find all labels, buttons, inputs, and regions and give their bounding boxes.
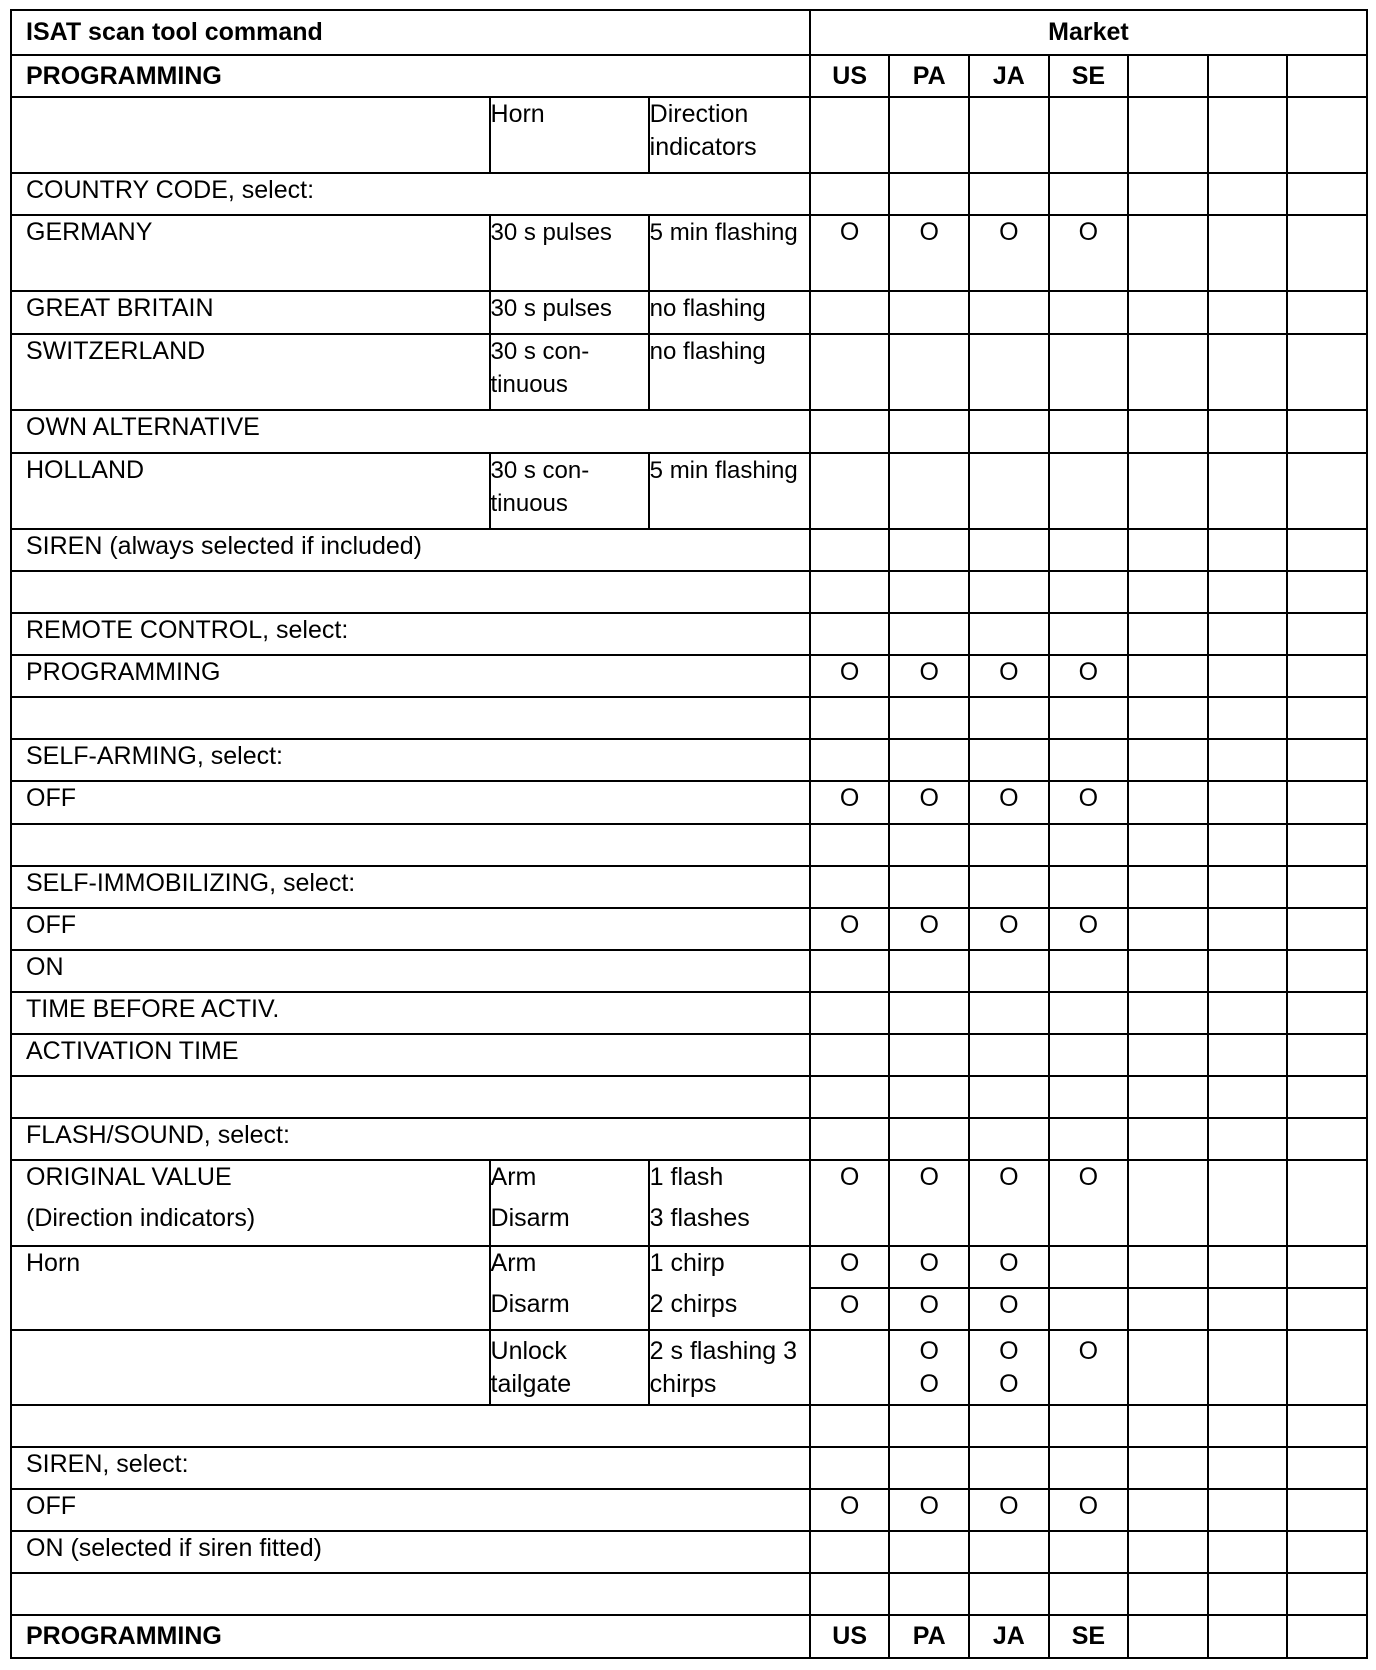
horn-value: 30 s pulses	[490, 291, 649, 333]
horn-value: 30 s pulses	[490, 215, 649, 291]
spacer-row	[11, 824, 1367, 866]
option-name: SIREN (always selected if included)	[11, 529, 810, 571]
option-name: ON (selected if siren fitted)	[11, 1531, 810, 1573]
value-cell	[649, 1160, 810, 1245]
mark-ja: O	[969, 781, 1049, 823]
mark-se: O	[1049, 908, 1129, 950]
horn-column-header: Horn	[490, 97, 649, 173]
table-title: ISAT scan tool command	[11, 10, 810, 55]
market-se: SE	[1049, 55, 1129, 97]
mark-us: O	[810, 1246, 890, 1288]
footer-row	[11, 1615, 1367, 1658]
original-value-label: ORIGINAL VALUE	[26, 1163, 232, 1192]
table-row	[11, 781, 1367, 823]
flash-sound-label: FLASH/SOUND, select:	[11, 1118, 810, 1160]
option-name: ACTIVATION TIME	[11, 1034, 810, 1076]
mark-ja: O	[969, 1489, 1049, 1531]
option-name: HOLLAND	[11, 453, 490, 529]
mark-se: O	[1049, 1160, 1129, 1245]
mark-se: O	[1049, 215, 1129, 291]
table-row	[11, 291, 1367, 333]
arm-label: Arm	[490, 1248, 537, 1277]
mark-pa: O	[889, 781, 969, 823]
option-name: GERMANY	[11, 215, 490, 291]
option-name: PROGRAMMING	[11, 655, 810, 697]
mark-line: O	[999, 1336, 1019, 1365]
mark-us: O	[810, 781, 890, 823]
option-name	[11, 1160, 490, 1245]
mark-us: O	[810, 1288, 890, 1330]
section-title: PROGRAMMING	[11, 55, 810, 97]
mark-ja: O	[969, 1160, 1049, 1245]
mark-pa: O	[889, 1288, 969, 1330]
footer-section-title: PROGRAMMING	[11, 1615, 810, 1658]
footer-market-us: US	[810, 1615, 890, 1658]
option-name: OWN ALTERNATIVE	[11, 410, 810, 453]
mark-us	[810, 1330, 890, 1405]
spacer-row	[11, 697, 1367, 739]
mark-us: O	[810, 908, 890, 950]
arm-label: Arm	[490, 1163, 537, 1192]
group-heading-row	[11, 739, 1367, 781]
mark-line: O	[919, 1336, 939, 1365]
mark-us: O	[810, 1160, 890, 1245]
header-row	[11, 10, 1367, 55]
footer-market-ja: JA	[969, 1615, 1049, 1658]
direction-value: 5 min flashing	[649, 453, 810, 529]
spacer-row	[11, 1076, 1367, 1118]
mark-ja: O	[969, 1246, 1049, 1288]
market-heading: Market	[810, 10, 1367, 55]
option-name: SWITZERLAND	[11, 334, 490, 410]
option-name: OFF	[11, 908, 810, 950]
mark-se: O	[1049, 781, 1129, 823]
group-heading-row	[11, 613, 1367, 655]
mark-us: O	[810, 215, 890, 291]
siren-label: SIREN, select:	[11, 1447, 810, 1489]
mark-ja: O	[969, 908, 1049, 950]
option-name: OFF	[11, 781, 810, 823]
group-heading-row	[11, 866, 1367, 908]
action-cell	[490, 1246, 649, 1330]
table-row	[11, 334, 1367, 410]
self-immobilizing-label: SELF-IMMOBILIZING, select:	[11, 866, 810, 908]
table-row	[11, 655, 1367, 697]
direction-value: no flashing	[649, 291, 810, 333]
table-row	[11, 1531, 1367, 1573]
disarm-label: Disarm	[490, 1289, 570, 1318]
mark-se	[1049, 1330, 1129, 1405]
disarm-value: 3 flashes	[649, 1204, 750, 1233]
table-row	[11, 215, 1367, 291]
column-header-row	[11, 97, 1367, 173]
table-row	[11, 1489, 1367, 1531]
group-heading-row	[11, 173, 1367, 215]
mark-pa: O	[889, 1246, 969, 1288]
market-us: US	[810, 55, 890, 97]
section-row	[11, 55, 1367, 97]
horn-option-name: Horn	[11, 1246, 490, 1330]
option-name: OFF	[11, 1489, 810, 1531]
mark-pa: O	[889, 1489, 969, 1531]
option-name: ON	[11, 950, 810, 992]
market-pa: PA	[889, 55, 969, 97]
group-heading-row	[11, 1118, 1367, 1160]
disarm-label: Disarm	[490, 1204, 570, 1233]
isat-programming-table	[10, 9, 1368, 1659]
tailgate-action: Unlock tailgate	[490, 1330, 649, 1405]
table-row	[11, 453, 1367, 529]
value-cell	[649, 1246, 810, 1330]
mark-pa: O	[889, 215, 969, 291]
mark-us: O	[810, 655, 890, 697]
mark-ja: O	[969, 655, 1049, 697]
table-row	[11, 1246, 1367, 1288]
arm-value: 1 flash	[649, 1163, 724, 1192]
option-name: GREAT BRITAIN	[11, 291, 490, 333]
mark-se: O	[1049, 1489, 1129, 1531]
table-row	[11, 1160, 1367, 1245]
table-row	[11, 529, 1367, 571]
spacer-row	[11, 571, 1367, 613]
mark-pa	[889, 1330, 969, 1405]
market-ja: JA	[969, 55, 1049, 97]
mark-pa: O	[889, 1160, 969, 1245]
table-row	[11, 950, 1367, 992]
self-arming-label: SELF-ARMING, select:	[11, 739, 810, 781]
mark-line: O	[999, 1369, 1019, 1398]
mark-line: O	[919, 1369, 939, 1398]
table-row	[11, 908, 1367, 950]
horn-value: 30 s con- tinuous	[490, 453, 649, 529]
table-row	[11, 992, 1367, 1034]
table-row	[11, 1034, 1367, 1076]
mark-ja	[969, 1330, 1049, 1405]
table-row	[11, 410, 1367, 453]
direction-value: no flashing	[649, 334, 810, 410]
mark-se	[1049, 1288, 1129, 1330]
mark-us: O	[810, 1489, 890, 1531]
mark-se	[1049, 1246, 1129, 1288]
mark-ja: O	[969, 215, 1049, 291]
footer-market-pa: PA	[889, 1615, 969, 1658]
mark-se: O	[1049, 655, 1129, 697]
country-code-label: COUNTRY CODE, select:	[11, 173, 810, 215]
group-heading-row	[11, 1447, 1367, 1489]
remote-control-label: REMOTE CONTROL, select:	[11, 613, 810, 655]
spacer-row	[11, 1573, 1367, 1615]
direction-column-header: Direction indicators	[649, 97, 810, 173]
disarm-value: 2 chirps	[649, 1289, 738, 1318]
action-cell	[490, 1160, 649, 1245]
table-row	[11, 1330, 1367, 1405]
arm-value: 1 chirp	[649, 1248, 725, 1277]
option-name: TIME BEFORE ACTIV.	[11, 992, 810, 1034]
tailgate-value: 2 s flashing 3 chirps	[649, 1330, 810, 1405]
mark-pa: O	[889, 908, 969, 950]
spacer-row	[11, 1405, 1367, 1447]
footer-market-se: SE	[1049, 1615, 1129, 1658]
mark-line: O	[1078, 1336, 1099, 1365]
mark-ja: O	[969, 1288, 1049, 1330]
horn-value: 30 s con- tinuous	[490, 334, 649, 410]
mark-pa: O	[889, 655, 969, 697]
original-value-sub: (Direction indicators)	[26, 1204, 256, 1233]
direction-value: 5 min flashing	[649, 215, 810, 291]
